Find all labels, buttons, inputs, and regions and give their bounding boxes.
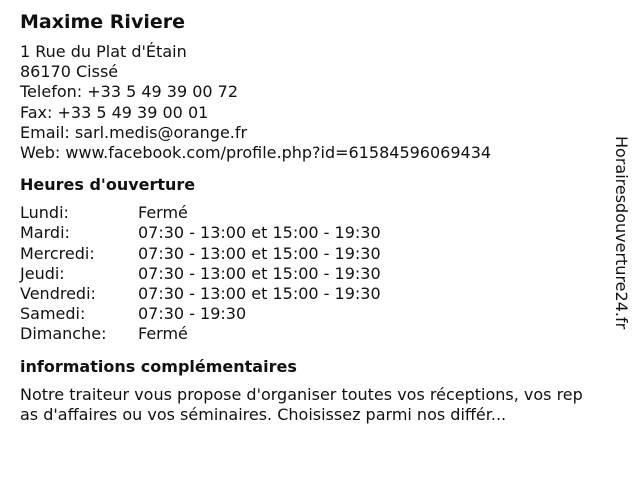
- day-label: Dimanche:: [20, 324, 107, 344]
- fax-number: Fax: +33 5 49 39 00 01: [20, 102, 209, 122]
- day-hours: 07:30 - 13:00 et 15:00 - 19:30: [138, 263, 381, 283]
- day-hours: 07:30 - 13:00 et 15:00 - 19:30: [138, 243, 381, 263]
- day-hours: 07:30 - 19:30: [138, 304, 247, 324]
- day-hours: Fermé: [138, 203, 188, 223]
- day-hours: 07:30 - 13:00 et 15:00 - 19:30: [138, 223, 381, 243]
- phone-number[interactable]: Telefon: +33 5 49 39 00 72: [20, 82, 239, 102]
- address-city: 86170 Cissé: [20, 62, 119, 82]
- side-watermark: Horairesdouverture24.fr: [612, 136, 631, 330]
- hours-title: Heures d'ouverture: [20, 175, 196, 195]
- day-label: Vendredi:: [20, 284, 96, 304]
- day-hours: 07:30 - 13:00 et 15:00 - 19:30: [138, 284, 381, 304]
- table-row: [20, 223, 381, 243]
- day-label: Mercredi:: [20, 243, 95, 263]
- table-row: [20, 324, 381, 344]
- day-label: Jeudi:: [20, 263, 65, 283]
- table-row: [20, 284, 381, 304]
- day-label: Mardi:: [20, 223, 70, 243]
- info-title: informations complémentaires: [20, 356, 297, 376]
- email-address[interactable]: Email: sarl.medis@orange.fr: [20, 122, 248, 142]
- opening-hours-table: [20, 203, 381, 344]
- day-hours: Fermé: [138, 324, 188, 344]
- info-description: Notre traiteur vous propose d'organiser toutes vos réceptions, vos repas d'affaires ou vos séminaires. Choisissez parmi nos différ...: [20, 384, 583, 425]
- table-row: [20, 244, 381, 264]
- day-label: Samedi:: [20, 304, 86, 324]
- table-row: [20, 264, 381, 284]
- day-label: Lundi:: [20, 203, 69, 223]
- address-street: 1 Rue du Plat d'Étain: [20, 42, 187, 61]
- table-row: [20, 203, 381, 223]
- table-row: [20, 304, 381, 324]
- business-name: Maxime Riviere: [20, 11, 185, 33]
- website-link[interactable]: Web: www.facebook.com/profile.php?id=61584596069434: [20, 143, 492, 163]
- business-card: [20, 10, 600, 426]
